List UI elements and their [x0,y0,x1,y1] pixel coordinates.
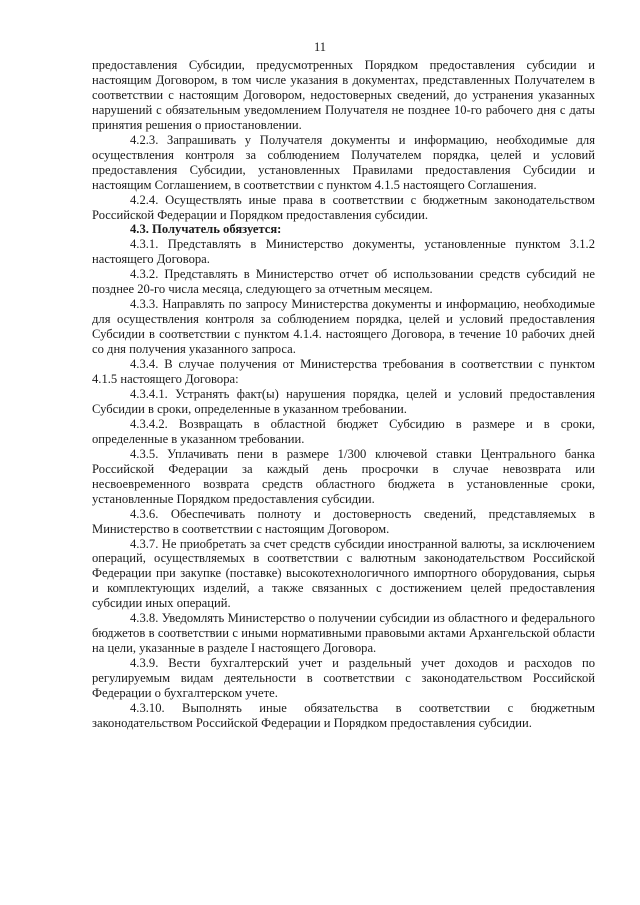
paragraph-4-3-1: 4.3.1. Представлять в Министерство документы, установленные пунктом 3.1.2 настоящего Договора. [92,237,595,267]
paragraph-continuation: предоставления Субсидии, предусмотренных Порядком предоставления субсидии и настоящим Договором, в том числе указания в документах, представленных Получателем в соответствии с настоящим Договором, недостоверных сведений, до устранения указанных нарушений с обязательным уведомлением Получателя не позднее 10-го рабочего дня с даты принятия решения о приостановлении. [92,58,595,132]
paragraph-4-2-4: 4.2.4. Осуществлять иные права в соответствии с бюджетным законодательством Российской Федерации и Порядком предоставления субсидии. [92,192,595,222]
paragraph-4-3-6: 4.3.6. Обеспечивать полноту и достоверность сведений, представляемых в Министерство в соответствии с настоящим Договором. [92,506,595,536]
paragraph-4-3-4-2: 4.3.4.2. Возвращать в областной бюджет Субсидию в размере и в сроки, определенные в указанном требовании. [92,416,595,446]
paragraph-4-2-3: 4.2.3. Запрашивать у Получателя документы и информацию, необходимые для осуществления контроля за соблюдением Получателем порядка, целей и условий предоставления Субсидии, установленных Правилами предоставления Субсидии и настоящим Соглашением, в соответствии с пунктом 4.1.5 настоящего Соглашения. [92,132,595,192]
paragraph-4-3-5: 4.3.5. Уплачивать пени в размере 1/300 ключевой ставки Центрального банка Российской Федерации за каждый день просрочки в случае невозврата или несвоевременного возврата средств областного бюджета в установленные сроки, установленные Порядком предоставления субсидии. [92,446,595,506]
paragraph-4-3-3: 4.3.3. Направлять по запросу Министерства документы и информацию, необходимые для осуществления контроля за соблюдением порядка, целей и условий предоставления Субсидии в соответствии с пунктом 4.1.4. настоящего Договора, в течение 10 рабочих дней со дня получения указанного запроса. [92,297,595,357]
section-heading-4-3: 4.3. Получатель обязуется: [130,222,282,237]
paragraph-4-3-9: 4.3.9. Вести бухгалтерский учет и раздельный учет доходов и расходов по регулируемым видам деятельности в соответствии с законодательством Российской Федерации о бухгалтерском учете. [92,656,595,701]
paragraph-4-3-4-1: 4.3.4.1. Устранять факт(ы) нарушения порядка, целей и условий предоставления Субсидии в сроки, определенные в указанном требовании. [92,386,595,416]
document-body [92,58,595,731]
paragraph-4-3-4: 4.3.4. В случае получения от Министерства требования в соответствии с пунктом 4.1.5 настоящего Договора: [92,357,595,387]
paragraph-4-3-7: 4.3.7. Не приобретать за счет средств субсидии иностранной валюты, за исключением операций, осуществляемых в соответствии с валютным законодательством Российской Федерации при закупке (поставке) высокотехнологичного импортного оборудования, сырья и комплектующих изделий, а также связанных с достижением целей предоставления субсидии иных операций. [92,536,595,611]
page-number: 11 [313,40,327,54]
paragraph-4-3-2: 4.3.2. Представлять в Министерство отчет об использовании средств субсидий не позднее 20-го числа месяца, следующего за отчетным месяцем. [92,267,595,297]
paragraph-4-3-8: 4.3.8. Уведомлять Министерство о получении субсидии из областного и федерального бюджетов в соответствии с иными нормативными правовыми актами Архангельской области на цели, указанные в разделе I настоящего Договора. [92,611,595,656]
paragraph-4-3-10: 4.3.10. Выполнять иные обязательства в соответствии с бюджетным законодательством Российской Федерации и Порядком предоставления субсидии. [92,700,595,730]
